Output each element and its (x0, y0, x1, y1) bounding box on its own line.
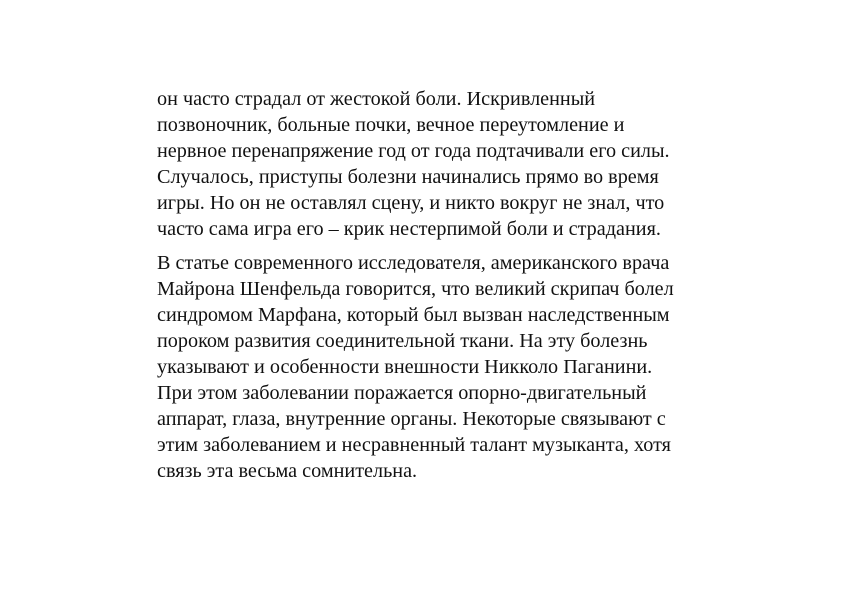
text-line: часто сама игра его – крик нестерпимой боли и страдания. (157, 218, 661, 240)
text-line: пороком развития соединительной ткани. На эту болезнь (157, 330, 648, 352)
text-line: В статье современного исследователя, американского врача (157, 252, 670, 274)
text-line: Случалось, приступы болезни начинались прямо во время (157, 166, 659, 188)
paragraph-2 (157, 250, 737, 484)
paragraph-1 (157, 86, 737, 242)
text-line: Майрона Шенфельда говорится, что великий скрипач болел (157, 278, 674, 300)
text-line: связь эта весьма сомнительна. (157, 460, 418, 482)
text-line: игры. Но он не оставлял сцену, и никто вокруг не знал, что (157, 192, 665, 214)
text-block (157, 86, 737, 484)
text-line: указывают и особенности внешности Никколо Паганини. (157, 356, 653, 378)
text-line: нервное перенапряжение год от года подтачивали его силы. (157, 140, 670, 162)
text-line: он часто страдал от жестокой боли. Искривленный (157, 88, 596, 110)
text-line: этим заболеванием и несравненный талант музыканта, хотя (157, 434, 671, 456)
text-line: аппарат, глаза, внутренние органы. Некоторые связывают с (157, 408, 666, 430)
text-line: позвоночник, больные почки, вечное переутомление и (157, 114, 625, 136)
text-line: синдромом Марфана, который был вызван наследственным (157, 304, 670, 326)
text-line: При этом заболевании поражается опорно-двигательный (157, 382, 647, 404)
